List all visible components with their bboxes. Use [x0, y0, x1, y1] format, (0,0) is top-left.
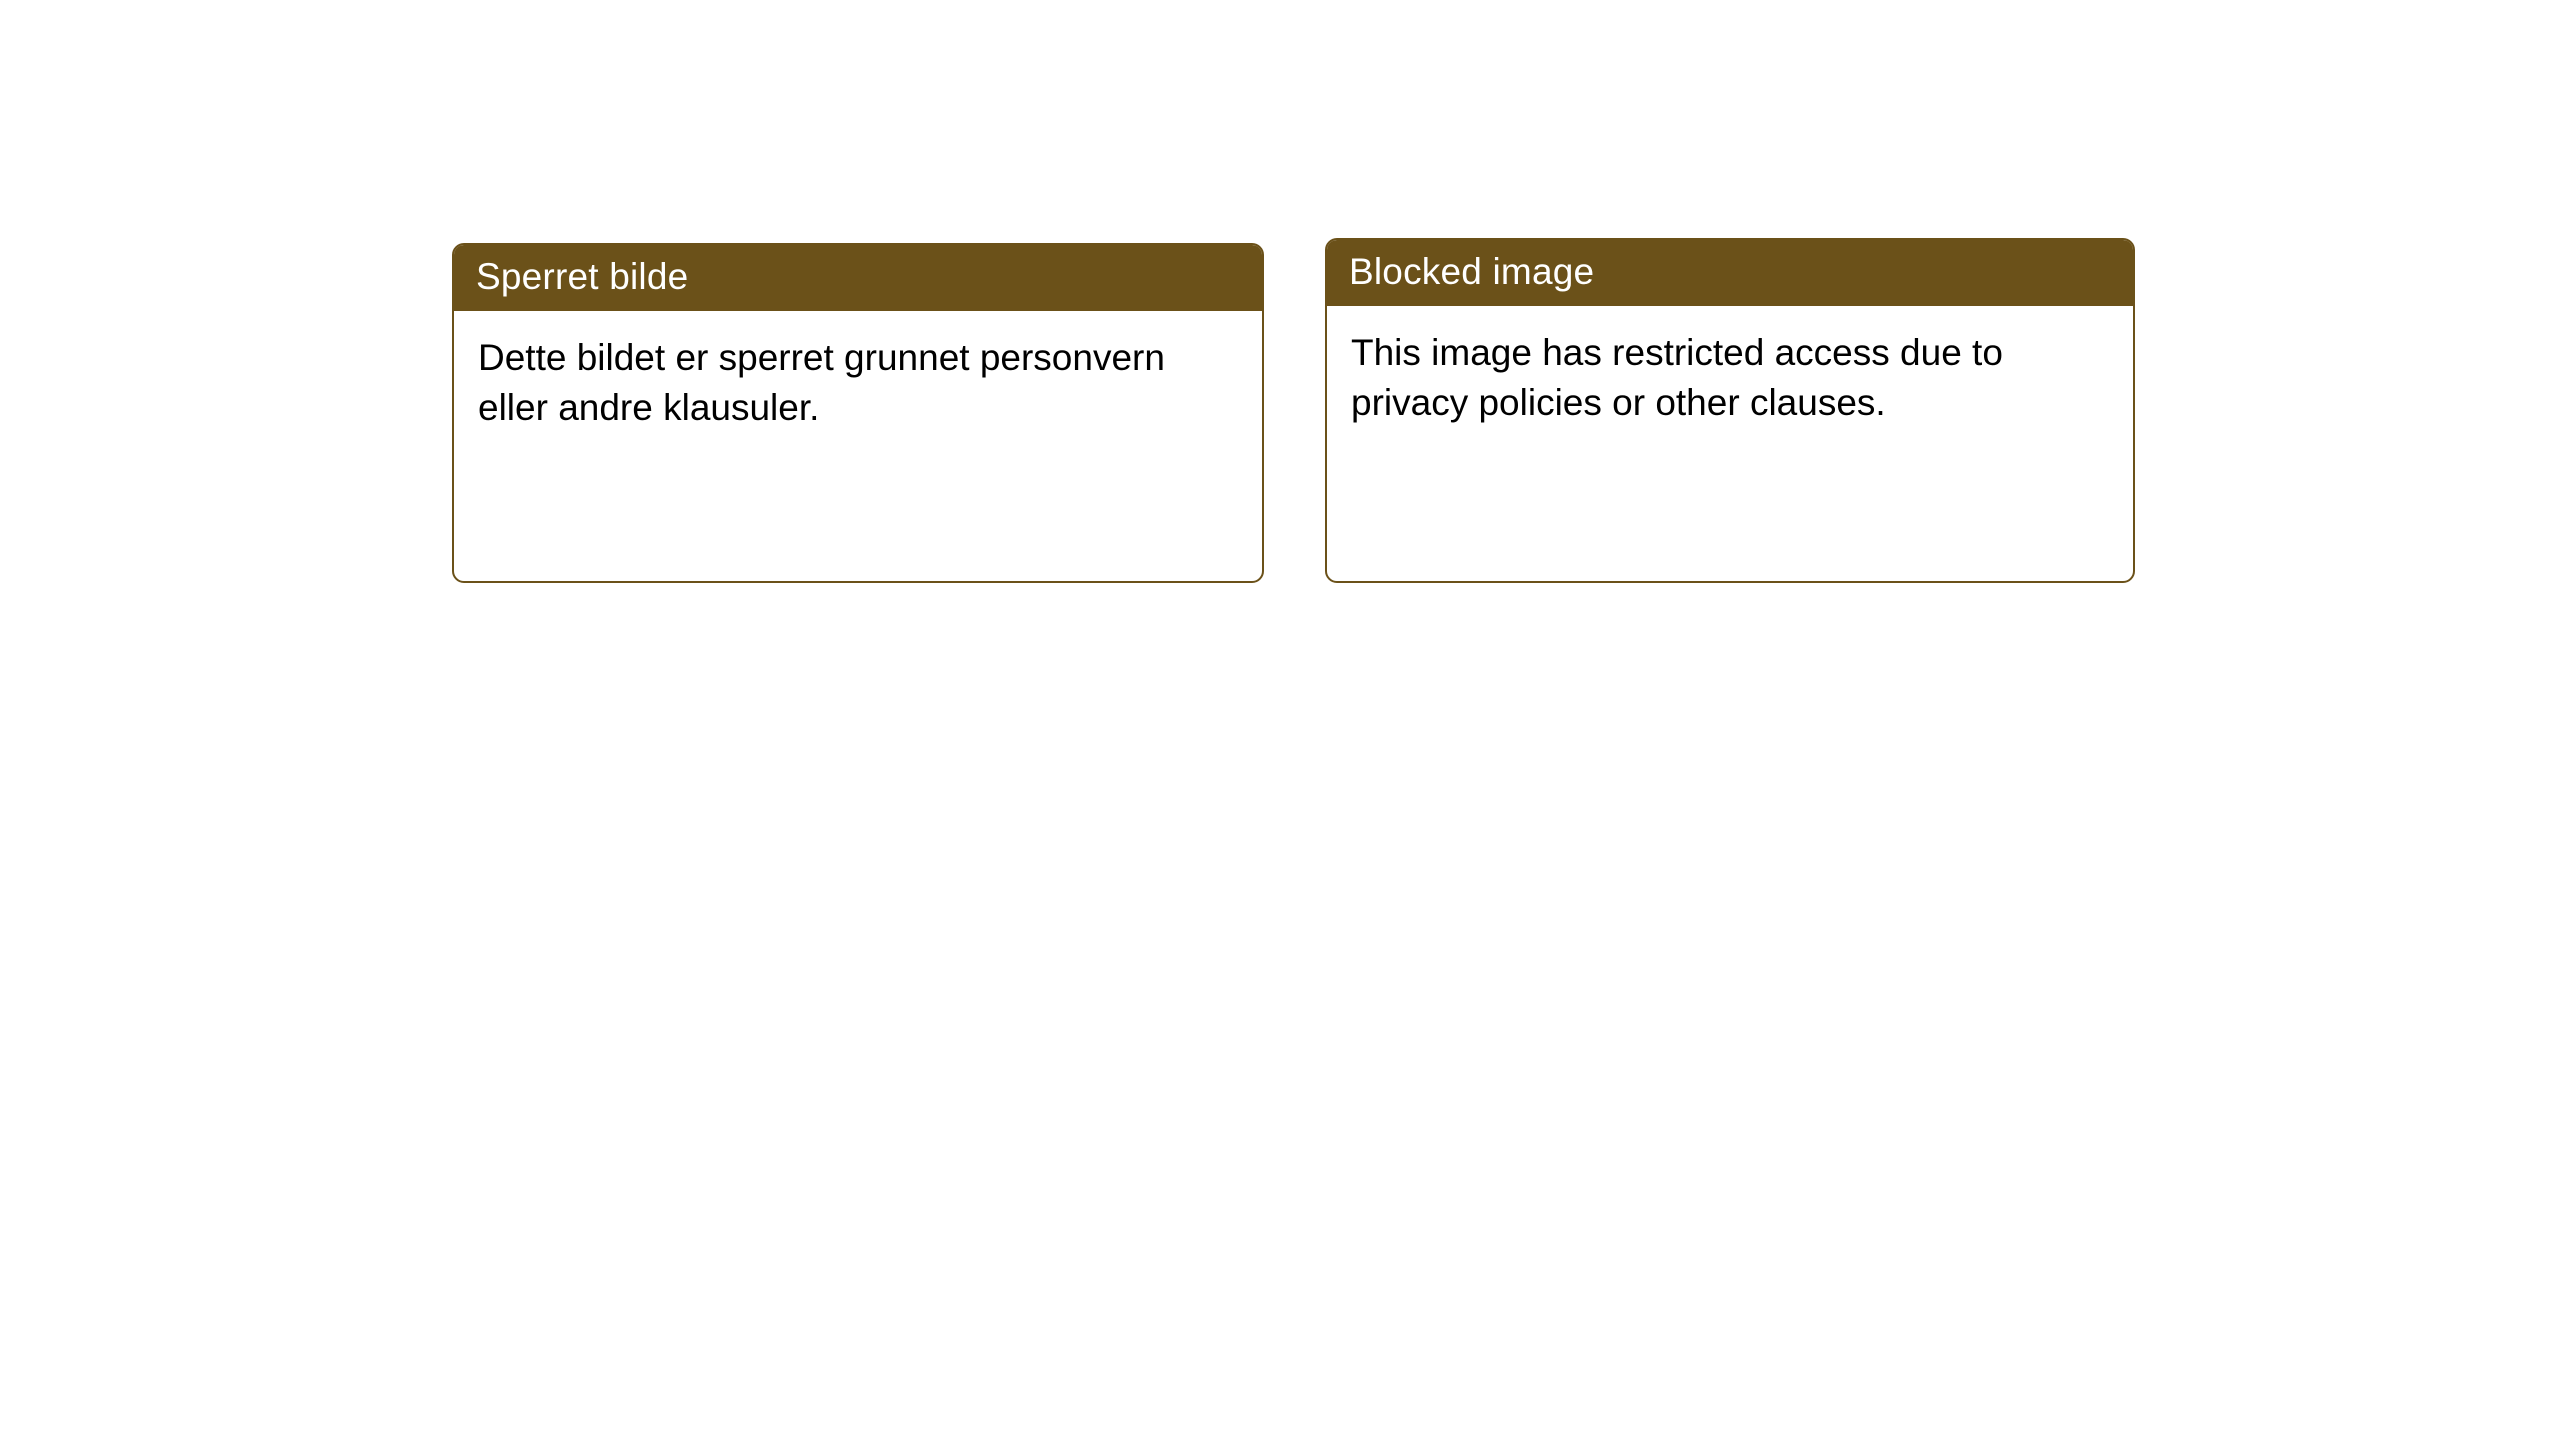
notice-title-no: Sperret bilde — [454, 245, 1262, 311]
notice-title-en: Blocked image — [1327, 240, 2133, 306]
notice-body-text-no: Dette bildet er sperret grunnet personvern eller andre klausuler. — [478, 337, 1165, 428]
blocked-image-notice-no — [452, 243, 1264, 583]
notice-body-no — [454, 311, 1262, 455]
blocked-image-notice-en — [1325, 238, 2135, 583]
notice-body-text-en: This image has restricted access due to privacy policies or other clauses. — [1351, 332, 2003, 423]
notice-body-en — [1327, 306, 2133, 450]
